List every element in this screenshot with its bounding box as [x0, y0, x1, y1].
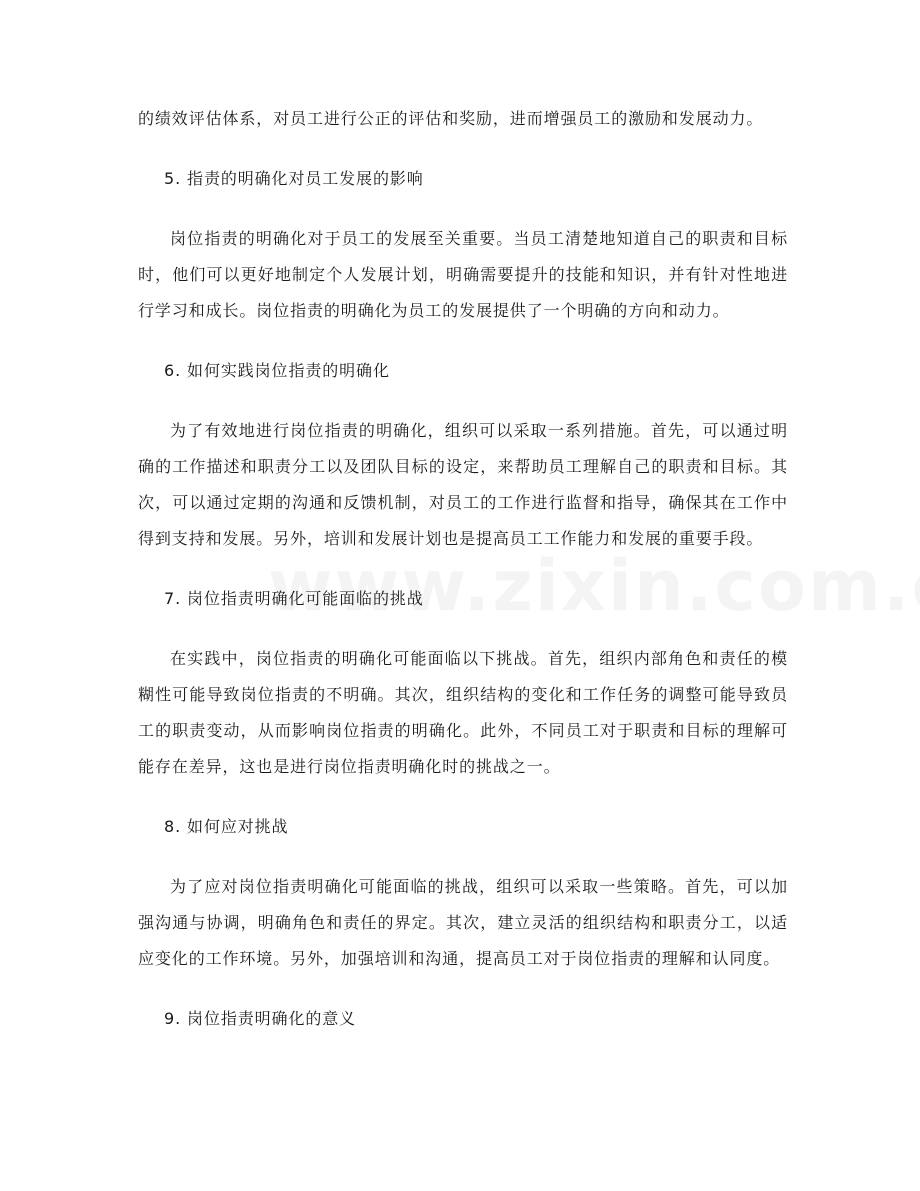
- section-7-paragraph: 在实践中，岗位指责的明确化可能面临以下挑战。首先，组织内部角色和责任的模糊性可能导致岗位指责的不明确。其次，组织结构的变化和工作任务的调整可能导致员工的职责变动，从而影响岗位指责的明确化。此外，不同员工对于职责和目标的理解可能存在差异，这也是进行岗位指责明确化时的挑战之一。: [138, 649, 788, 776]
- section-9-heading: 9. 岗位指责明确化的意义: [164, 1009, 357, 1028]
- section-7-heading: 7. 岗位指责明确化可能面临的挑战: [164, 589, 424, 608]
- intro-continuation-paragraph: 的绩效评估体系，对员工进行公正的评估和奖励，进而增强员工的激励和发展动力。: [138, 109, 764, 128]
- section-5-paragraph: 岗位指责的明确化对于员工的发展至关重要。当员工清楚地知道自己的职责和目标时，他们可以更好地制定个人发展计划，明确需要提升的技能和知识，并有针对性地进行学习和成长。岗位指责的明确化为员工的发展提供了一个明确的方向和动力。: [138, 229, 788, 320]
- section-5-heading: 5. 指责的明确化对员工发展的影响: [164, 169, 424, 188]
- section-6-paragraph: 为了有效地进行岗位指责的明确化，组织可以采取一系列措施。首先，可以通过明确的工作描述和职责分工以及团队目标的设定，来帮助员工理解自己的职责和目标。其次，可以通过定期的沟通和反馈机制，对员工的工作进行监督和指导，确保其在工作中得到支持和发展。另外，培训和发展计划也是提高员工工作能力和发展的重要手段。: [138, 421, 788, 548]
- section-6-heading: 6. 如何实践岗位指责的明确化: [164, 361, 390, 380]
- section-8-paragraph: 为了应对岗位指责明确化可能面临的挑战，组织可以采取一些策略。首先，可以加强沟通与协调，明确角色和责任的界定。其次，建立灵活的组织结构和职责分工，以适应变化的工作环境。另外，加强培训和沟通，提高员工对于岗位指责的理解和认同度。: [138, 877, 788, 968]
- section-8-heading: 8. 如何应对挑战: [164, 817, 289, 836]
- document-body: [138, 101, 788, 1037]
